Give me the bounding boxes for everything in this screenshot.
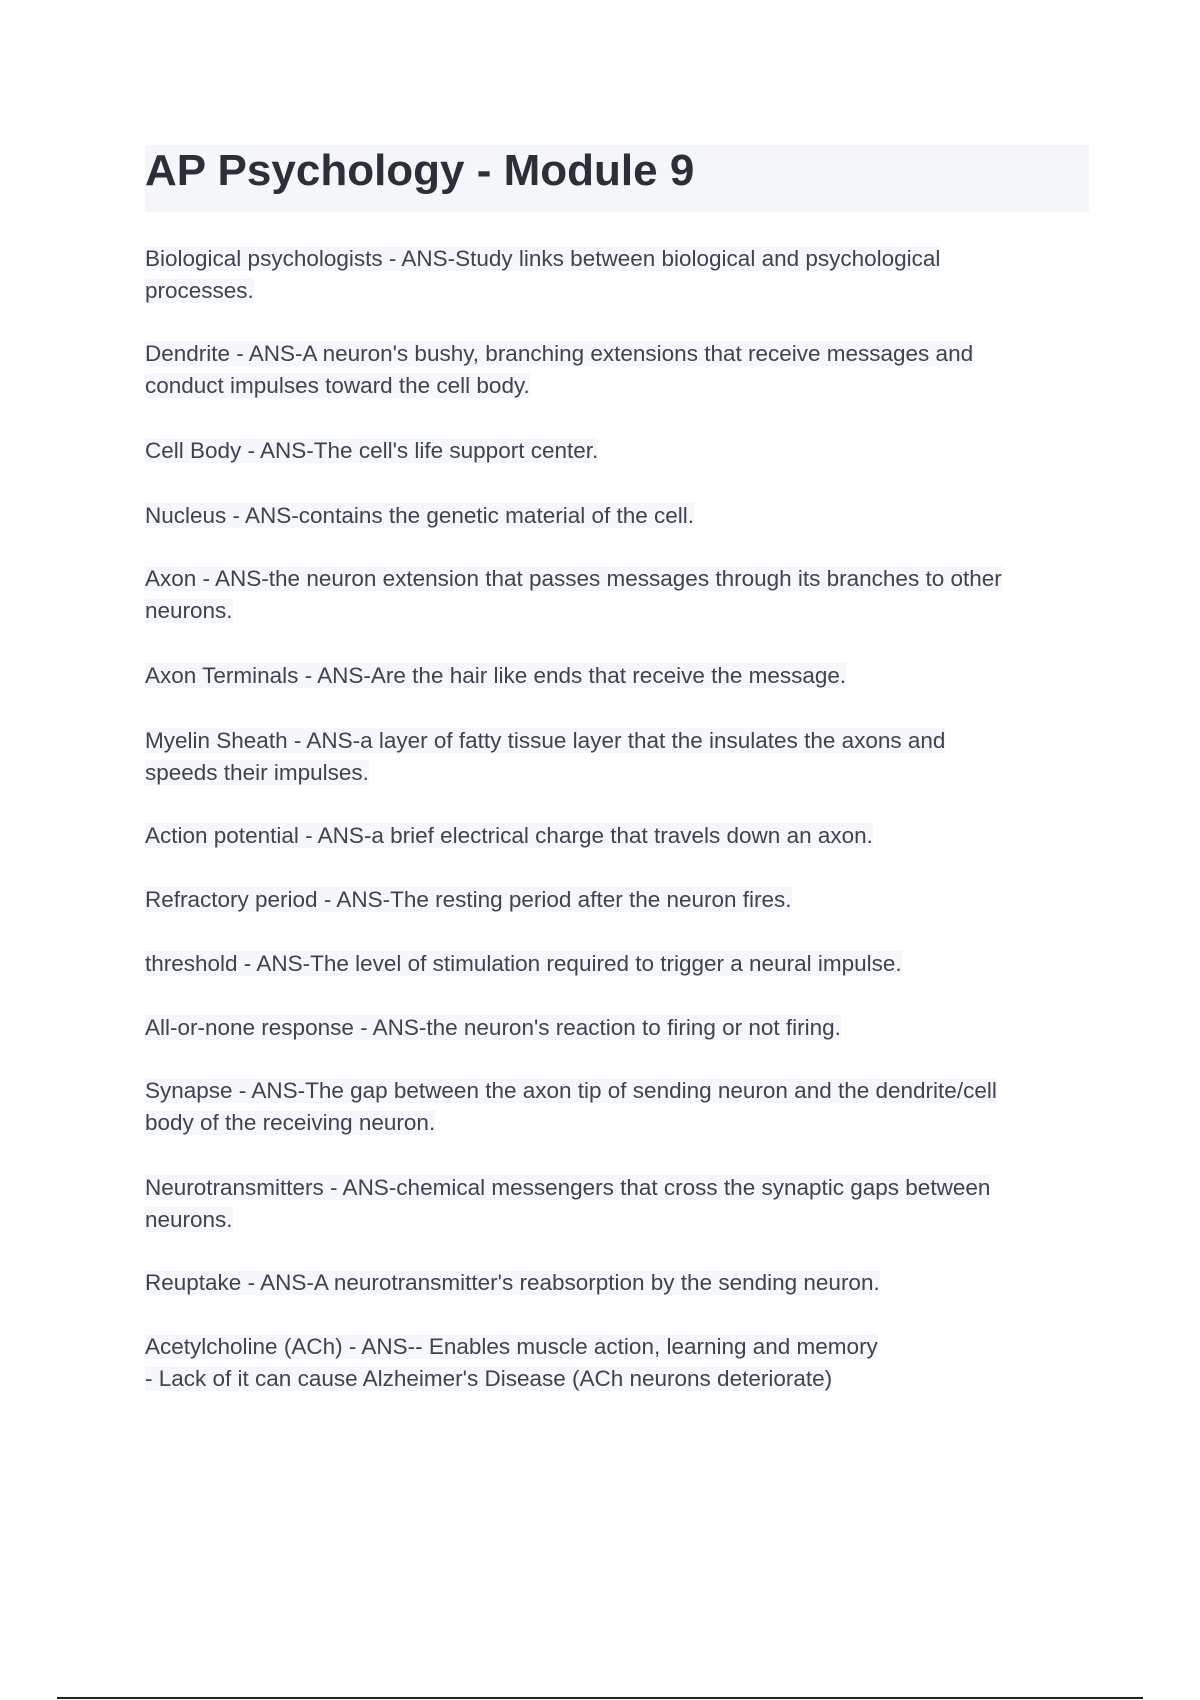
entry-line: Cell Body - ANS-The cell's life support center. xyxy=(145,438,599,463)
entry-line: Action potential - ANS-a brief electrical charge that travels down an axon. xyxy=(145,823,873,848)
entry xyxy=(145,884,1089,916)
entry-line: Axon - ANS-the neuron extension that passes messages through its branches to other xyxy=(145,566,1002,591)
footer-divider xyxy=(57,1697,1143,1699)
entry-line: Reuptake - ANS-A neurotransmitter's reabsorption by the sending neuron. xyxy=(145,1270,880,1295)
entry-line: Biological psychologists - ANS-Study links between biological and psychological xyxy=(145,246,941,271)
entry xyxy=(145,1075,1089,1139)
entry-line: Nucleus - ANS-contains the genetic material of the cell. xyxy=(145,503,695,528)
entry xyxy=(145,1012,1089,1044)
entry-line: All-or-none response - ANS-the neuron's reaction to firing or not firing. xyxy=(145,1015,841,1040)
entry xyxy=(145,725,1089,789)
entry xyxy=(145,1172,1089,1236)
entry-line: Acetylcholine (ACh) - ANS-- Enables muscle action, learning and memory xyxy=(145,1334,878,1359)
entry xyxy=(145,1267,1089,1299)
entry-line: Neurotransmitters - ANS-chemical messengers that cross the synaptic gaps between xyxy=(145,1175,991,1200)
entry-line: threshold - ANS-The level of stimulation required to trigger a neural impulse. xyxy=(145,951,902,976)
entry-line: conduct impulses toward the cell body. xyxy=(145,373,530,398)
entry-list xyxy=(145,243,1089,1395)
page-title: AP Psychology - Module 9 xyxy=(145,146,695,195)
entry xyxy=(145,500,1089,532)
entry xyxy=(145,820,1089,852)
entry-line: processes. xyxy=(145,278,254,303)
title-bar xyxy=(145,145,1089,212)
entry-line: - Lack of it can cause Alzheimer's Disease (ACh neurons deteriorate) xyxy=(145,1366,833,1391)
entry-line: Refractory period - ANS-The resting period after the neuron fires. xyxy=(145,887,792,912)
entry xyxy=(145,1331,1089,1395)
entry-line: body of the receiving neuron. xyxy=(145,1110,436,1135)
entry-line: Dendrite - ANS-A neuron's bushy, branching extensions that receive messages and xyxy=(145,341,974,366)
entry xyxy=(145,660,1089,692)
entry-line: Myelin Sheath - ANS-a layer of fatty tissue layer that the insulates the axons and xyxy=(145,728,946,753)
entry xyxy=(145,338,1089,402)
entry xyxy=(145,435,1089,467)
entry xyxy=(145,948,1089,980)
entry xyxy=(145,563,1089,627)
entry-line: speeds their impulses. xyxy=(145,760,369,785)
entry xyxy=(145,243,1089,307)
entry-line: neurons. xyxy=(145,598,233,623)
entry-line: Axon Terminals - ANS-Are the hair like ends that receive the message. xyxy=(145,663,847,688)
entry-line: Synapse - ANS-The gap between the axon tip of sending neuron and the dendrite/cell xyxy=(145,1078,997,1103)
entry-line: neurons. xyxy=(145,1207,233,1232)
